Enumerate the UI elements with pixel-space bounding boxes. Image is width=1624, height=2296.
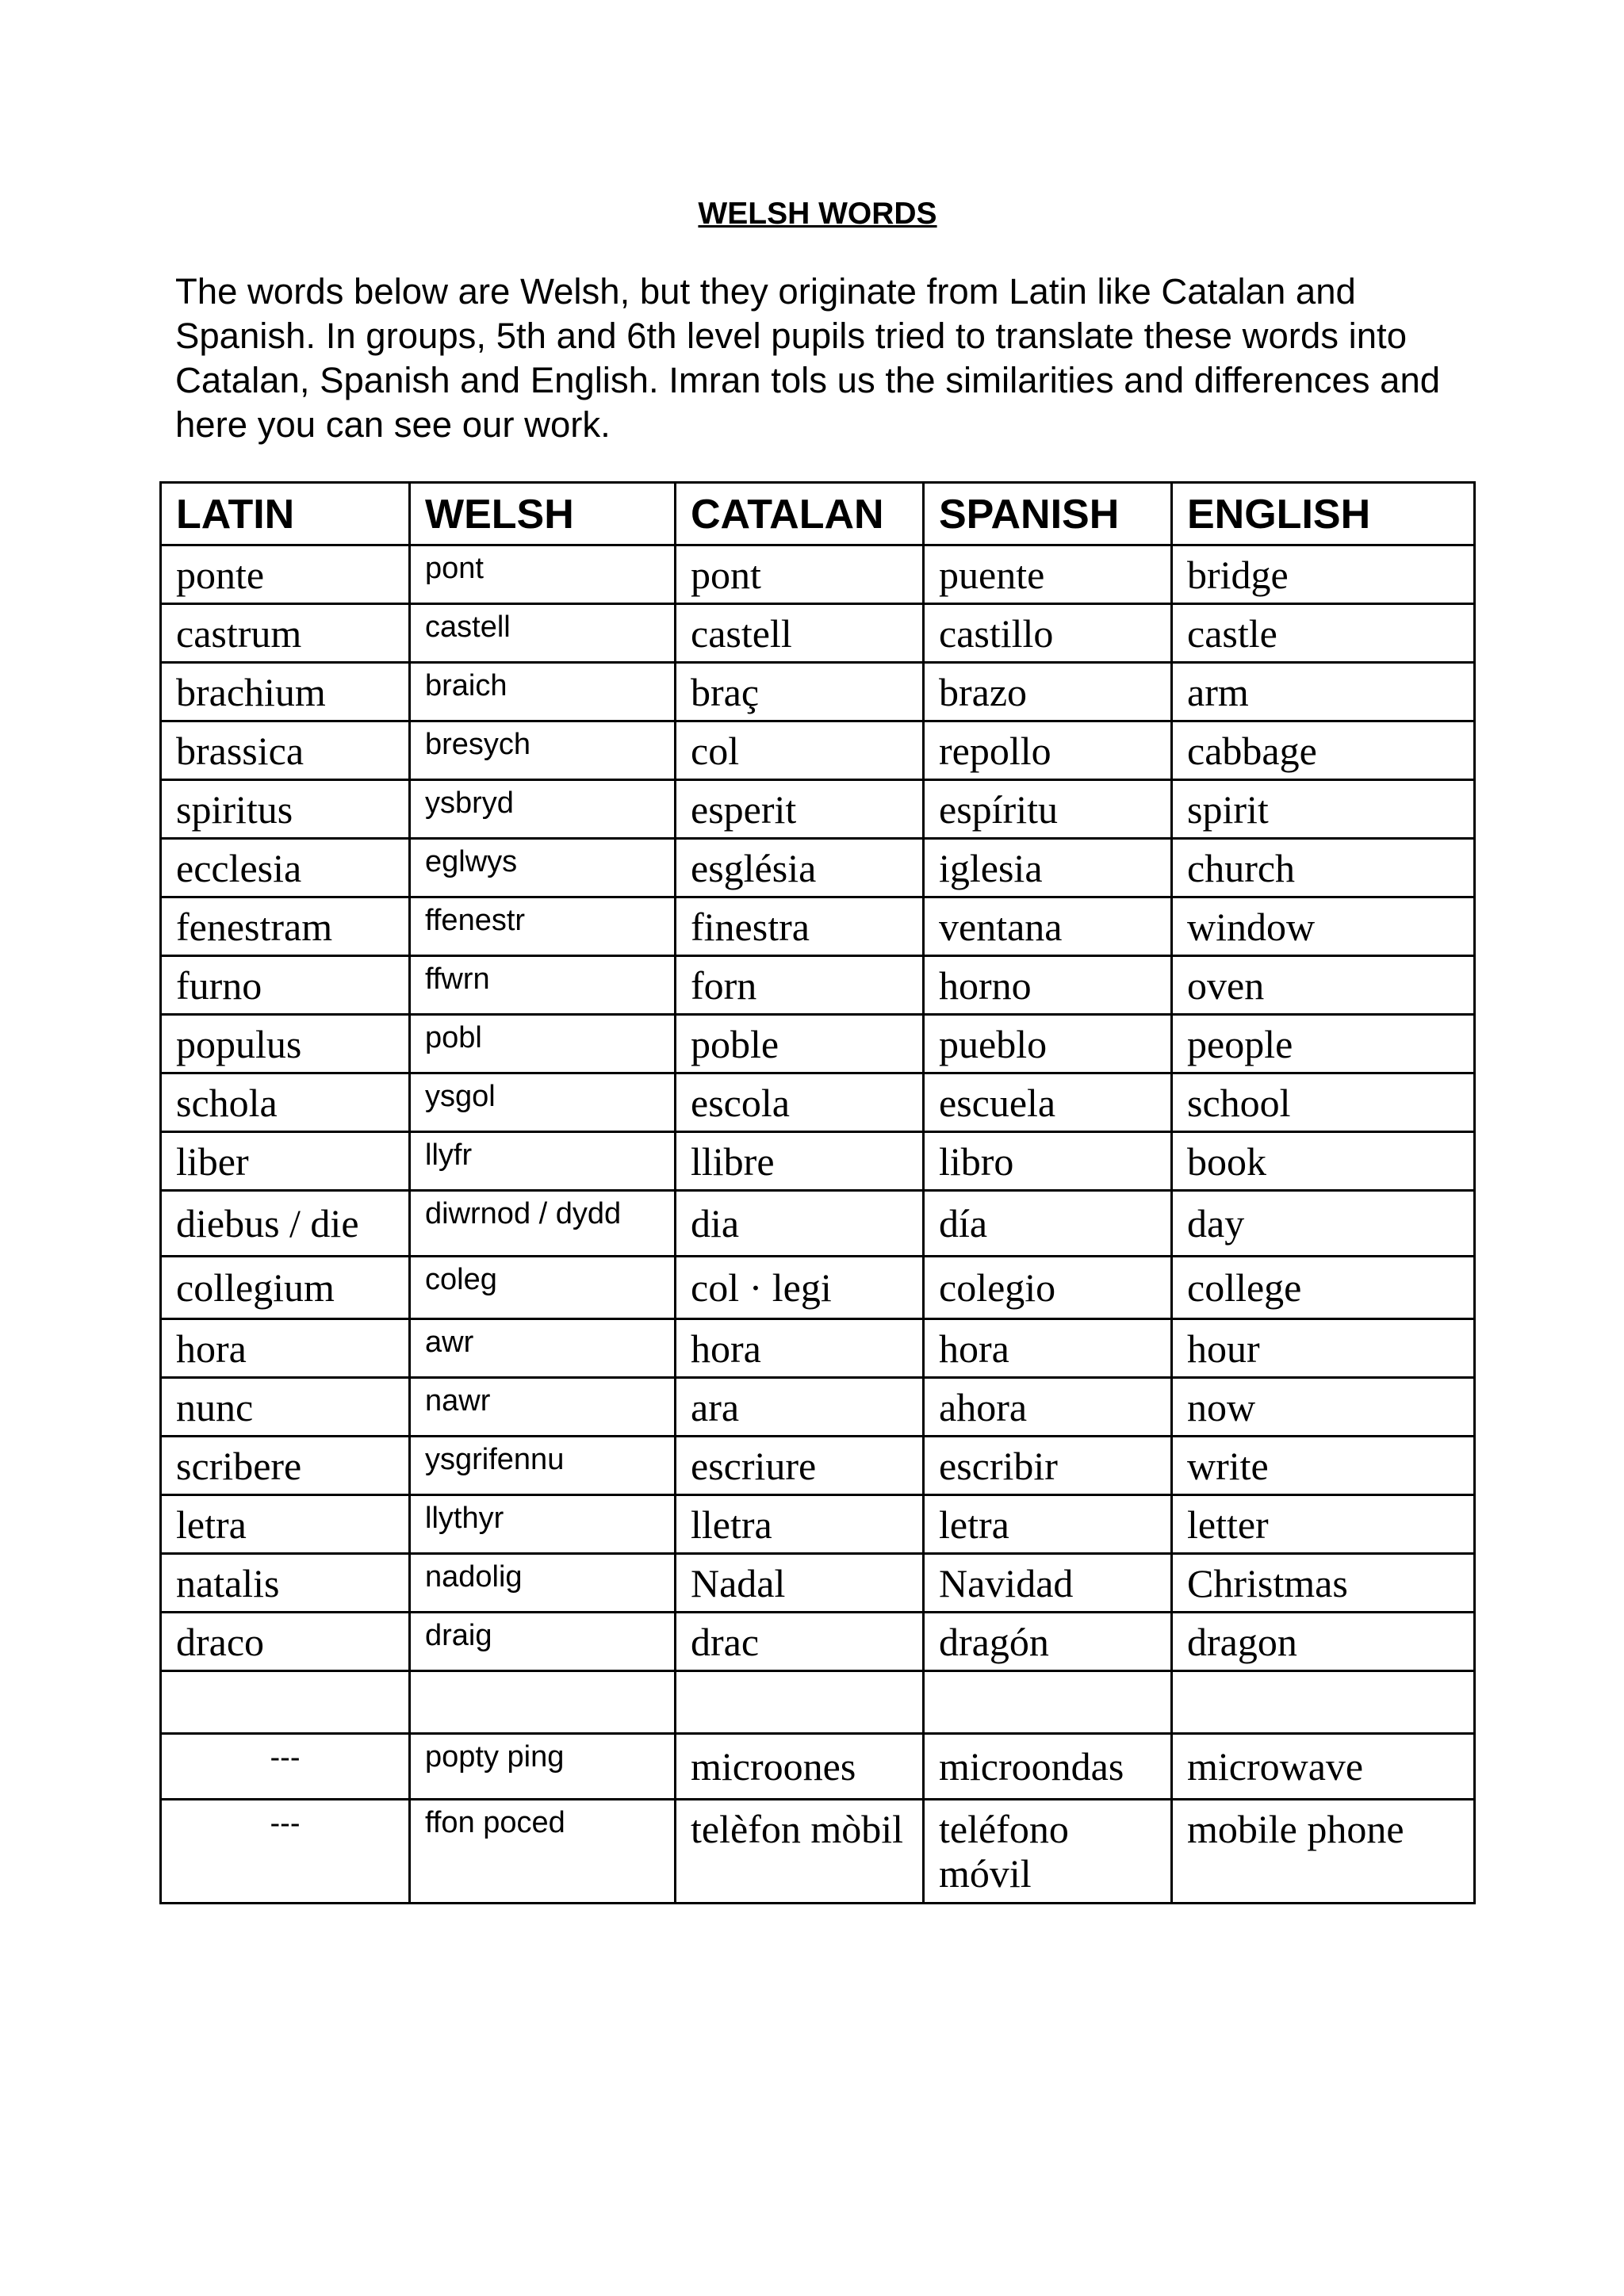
cell-welsh: bresych <box>410 721 676 780</box>
cell-catalan <box>676 1671 924 1734</box>
cell-welsh: nadolig <box>410 1554 676 1613</box>
cell-spanish: escribir <box>924 1437 1172 1495</box>
cell-latin: hora <box>161 1319 410 1378</box>
header-latin: LATIN <box>161 483 410 545</box>
cell-english: college <box>1172 1257 1475 1319</box>
header-english: ENGLISH <box>1172 483 1475 545</box>
table-row <box>161 545 1475 604</box>
cell-welsh: llyfr <box>410 1132 676 1191</box>
cell-spanish: teléfono móvil <box>924 1800 1172 1904</box>
cell-catalan: pont <box>676 545 924 604</box>
cell-english: now <box>1172 1378 1475 1437</box>
cell-english: oven <box>1172 956 1475 1015</box>
intro-paragraph: The words below are Welsh, but they originate from Latin like Catalan and Spanish. In groups, 5th and 6th level pupils tried to translate these words into Catalan, Spanish and English. Imran tols us the similarities and differences and here you can see our work. <box>175 271 1441 445</box>
cell-welsh: ffon poced <box>410 1800 676 1904</box>
table-body <box>161 545 1475 1904</box>
cell-english: hour <box>1172 1319 1475 1378</box>
cell-english: window <box>1172 897 1475 956</box>
table-row <box>161 1378 1475 1437</box>
cell-spanish: letra <box>924 1495 1172 1554</box>
words-table <box>159 481 1476 1904</box>
cell-latin: letra <box>161 1495 410 1554</box>
cell-welsh: diwrnod / dydd <box>410 1191 676 1257</box>
header-catalan: CATALAN <box>676 483 924 545</box>
table-row <box>161 1554 1475 1613</box>
cell-spanish: castillo <box>924 604 1172 663</box>
cell-spanish: libro <box>924 1132 1172 1191</box>
table-row <box>161 604 1475 663</box>
cell-latin: schola <box>161 1073 410 1132</box>
cell-english: castle <box>1172 604 1475 663</box>
header-welsh: WELSH <box>410 483 676 545</box>
cell-english: write <box>1172 1437 1475 1495</box>
cell-welsh: braich <box>410 663 676 721</box>
cell-catalan: drac <box>676 1613 924 1671</box>
cell-spanish: día <box>924 1191 1172 1257</box>
cell-welsh: draig <box>410 1613 676 1671</box>
cell-welsh: castell <box>410 604 676 663</box>
cell-latin: --- <box>161 1734 410 1800</box>
cell-spanish: brazo <box>924 663 1172 721</box>
cell-welsh: ffenestr <box>410 897 676 956</box>
table-row <box>161 839 1475 897</box>
table-row <box>161 956 1475 1015</box>
cell-english: dragon <box>1172 1613 1475 1671</box>
cell-catalan: forn <box>676 956 924 1015</box>
cell-catalan: esperit <box>676 780 924 839</box>
cell-latin: scribere <box>161 1437 410 1495</box>
cell-latin: natalis <box>161 1554 410 1613</box>
table-row <box>161 1319 1475 1378</box>
table-row <box>161 1015 1475 1073</box>
cell-spanish: ahora <box>924 1378 1172 1437</box>
cell-catalan: col <box>676 721 924 780</box>
cell-catalan: Nadal <box>676 1554 924 1613</box>
cell-catalan: lletra <box>676 1495 924 1554</box>
cell-catalan: escola <box>676 1073 924 1132</box>
cell-spanish: horno <box>924 956 1172 1015</box>
cell-latin <box>161 1671 410 1734</box>
header-spanish: SPANISH <box>924 483 1172 545</box>
cell-english: church <box>1172 839 1475 897</box>
cell-catalan: hora <box>676 1319 924 1378</box>
cell-latin: populus <box>161 1015 410 1073</box>
cell-welsh: ysbryd <box>410 780 676 839</box>
table-row <box>161 721 1475 780</box>
cell-welsh: eglwys <box>410 839 676 897</box>
cell-welsh: popty ping <box>410 1734 676 1800</box>
cell-welsh <box>410 1671 676 1734</box>
cell-english: bridge <box>1172 545 1475 604</box>
cell-catalan: ara <box>676 1378 924 1437</box>
cell-spanish: espíritu <box>924 780 1172 839</box>
cell-welsh: pobl <box>410 1015 676 1073</box>
cell-english: mobile phone <box>1172 1800 1475 1904</box>
cell-welsh: pont <box>410 545 676 604</box>
cell-catalan: col · legi <box>676 1257 924 1319</box>
table-row <box>161 897 1475 956</box>
cell-english: cabbage <box>1172 721 1475 780</box>
cell-catalan: finestra <box>676 897 924 956</box>
cell-latin: brassica <box>161 721 410 780</box>
table-row <box>161 1495 1475 1554</box>
cell-spanish: dragón <box>924 1613 1172 1671</box>
cell-latin: draco <box>161 1613 410 1671</box>
cell-welsh: awr <box>410 1319 676 1378</box>
cell-latin: spiritus <box>161 780 410 839</box>
cell-latin: castrum <box>161 604 410 663</box>
cell-latin: liber <box>161 1132 410 1191</box>
cell-spanish: hora <box>924 1319 1172 1378</box>
cell-english <box>1172 1671 1475 1734</box>
cell-spanish: pueblo <box>924 1015 1172 1073</box>
table-header-row <box>161 483 1475 545</box>
cell-welsh: coleg <box>410 1257 676 1319</box>
cell-latin: brachium <box>161 663 410 721</box>
cell-spanish: Navidad <box>924 1554 1172 1613</box>
cell-spanish: escuela <box>924 1073 1172 1132</box>
table-row <box>161 1437 1475 1495</box>
cell-catalan: telèfon mòbil <box>676 1800 924 1904</box>
cell-spanish: colegio <box>924 1257 1172 1319</box>
cell-spanish: iglesia <box>924 839 1172 897</box>
cell-spanish: ventana <box>924 897 1172 956</box>
cell-english: school <box>1172 1073 1475 1132</box>
cell-latin: fenestram <box>161 897 410 956</box>
cell-english: microwave <box>1172 1734 1475 1800</box>
cell-catalan: llibre <box>676 1132 924 1191</box>
cell-latin: ponte <box>161 545 410 604</box>
cell-english: arm <box>1172 663 1475 721</box>
table-row <box>161 1132 1475 1191</box>
cell-welsh: llythyr <box>410 1495 676 1554</box>
cell-latin: --- <box>161 1800 410 1904</box>
cell-english: people <box>1172 1015 1475 1073</box>
cell-catalan: escriure <box>676 1437 924 1495</box>
cell-catalan: castell <box>676 604 924 663</box>
cell-welsh: ysgol <box>410 1073 676 1132</box>
cell-english: letter <box>1172 1495 1475 1554</box>
cell-catalan: dia <box>676 1191 924 1257</box>
cell-catalan: poble <box>676 1015 924 1073</box>
table-row <box>161 1800 1475 1904</box>
table-row <box>161 1613 1475 1671</box>
table-row <box>161 1257 1475 1319</box>
table-row <box>161 1073 1475 1132</box>
cell-welsh: ysgrifennu <box>410 1437 676 1495</box>
cell-spanish: microondas <box>924 1734 1172 1800</box>
table-row <box>161 780 1475 839</box>
table-row <box>161 663 1475 721</box>
cell-latin: nunc <box>161 1378 410 1437</box>
cell-spanish: repollo <box>924 721 1172 780</box>
cell-english: Christmas <box>1172 1554 1475 1613</box>
table-row <box>161 1191 1475 1257</box>
cell-spanish <box>924 1671 1172 1734</box>
table-row <box>161 1671 1475 1734</box>
table-row <box>161 1734 1475 1800</box>
cell-latin: ecclesia <box>161 839 410 897</box>
cell-catalan: braç <box>676 663 924 721</box>
cell-latin: furno <box>161 956 410 1015</box>
cell-english: spirit <box>1172 780 1475 839</box>
cell-spanish: puente <box>924 545 1172 604</box>
cell-welsh: nawr <box>410 1378 676 1437</box>
page-title: WELSH WORDS <box>698 197 937 231</box>
cell-catalan: església <box>676 839 924 897</box>
cell-english: book <box>1172 1132 1475 1191</box>
cell-welsh: ffwrn <box>410 956 676 1015</box>
cell-latin: collegium <box>161 1257 410 1319</box>
cell-english: day <box>1172 1191 1475 1257</box>
cell-latin: diebus / die <box>161 1191 410 1257</box>
cell-catalan: microones <box>676 1734 924 1800</box>
